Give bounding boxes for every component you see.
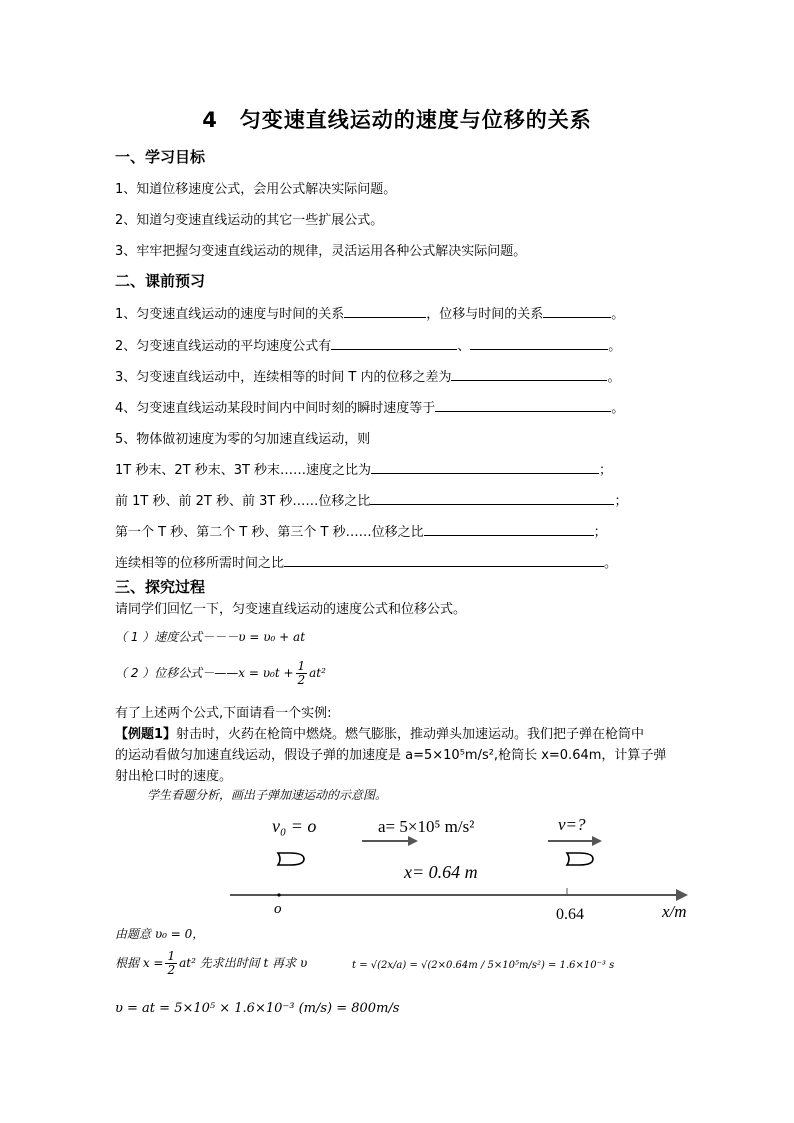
preview-q5: 5、物体做初速度为零的匀加速直线运动，则 [115,432,371,447]
q2-text-a: 2、匀变速直线运动的平均速度公式有 [115,339,332,354]
final-velocity-label: v=? [558,815,586,834]
q2-text-b: 、 [457,339,471,354]
solution-line-2a: 根据 x = [115,956,164,970]
example-intro: 有了上述两个公式,下面请看一个实例: [115,706,332,721]
section-heading-preview: 二、课前预习 [115,272,206,290]
origin-label: o [274,901,282,917]
q5c-text: 第一个 T 秒、第二个 T 秒、第三个 T 秒……位移之比 [115,525,424,540]
preview-q2 [115,335,621,354]
q5c-end: ； [593,525,607,540]
fraction: $\frac{1}{2}$ [297,659,306,687]
answer-blank[interactable] [424,523,594,536]
tick-label: 0.64 [556,906,584,923]
explore-intro: 请同学们回忆一下，匀变速直线运动的速度公式和位移公式。 [115,602,467,617]
q4-text-a: 4、匀变速直线运动某段时间内中间时刻的瞬时速度等于 [115,401,436,416]
goal-item: 1、知道位移速度公式，会用公式解决实际问题。 [115,182,397,197]
example-text: 射击时，火药在枪筒中燃烧。燃气膨胀，推动弹头加速运动。我们把子弹在枪筒中 [176,727,645,742]
answer-blank[interactable] [543,305,611,318]
example-tag: 【例题1】 [115,727,177,742]
time-calculation: t = √(2x/a) = √(2×0.64m / 5×10⁵m/s²) = 1.6×10⁻³ s [352,960,615,971]
initial-velocity-label: v₀ = o [272,816,317,836]
formula-displacement-rhs: at² [309,666,326,680]
answer-blank[interactable] [435,399,611,412]
solution-line-2 [115,950,307,977]
answer-blank[interactable] [344,305,426,318]
formula-displacement-lhs: x = υ₀t + [238,666,294,680]
q4-text-b: 。 [611,401,625,416]
q5d-end: 。 [604,556,618,571]
q1-text-c: 。 [611,307,625,322]
q5b-end: ； [614,494,628,509]
q5b-text: 前 1T 秒、前 2T 秒、前 3T 秒……位移之比 [115,494,371,509]
position-axis [230,888,688,901]
acceleration-arrow [362,836,418,846]
q2-text-c: 。 [608,339,622,354]
preview-q5b [115,490,627,509]
q5a-end: ； [599,463,613,478]
goal-item: 3、牢牢把握匀变速直线运动的规律，灵活运用各种公式解决实际问题。 [115,244,527,259]
answer-blank[interactable] [370,492,614,505]
preview-q3 [115,366,621,385]
solution-line-1: 由题意 υ₀ = 0， [115,927,205,941]
preview-q1 [115,303,624,322]
velocity-arrow [548,836,602,846]
q3-text-a: 3、匀变速直线运动中，连续相等的时间 T 内的位移之差为 [115,370,452,385]
formula-displacement-label: （ 2 ）位移公式－—— [115,666,239,680]
preview-q5d [115,552,617,571]
axis-label: x/m [662,902,687,921]
displacement-label: x= 0.64 m [404,862,478,882]
solution-line-3: υ = at = 5×10⁵ × 1.6×10⁻³ (m/s) = 800m/s [115,1001,400,1016]
q1-text-b: ，位移与时间的关系 [426,307,544,322]
goal-item: 2、知道匀变速直线运动的其它一些扩展公式。 [115,213,384,228]
student-note: 学生看题分析，画出子弹加速运动的示意图。 [147,788,388,802]
example-line-3: 射出枪口时的速度。 [115,769,233,784]
bullet-end-icon [567,853,593,865]
bullet-motion-diagram [220,808,700,924]
example-line-2: 的运动看做匀加速直线运动，假设子弹的加速度是 a=5×10⁵m/s²,枪筒长 x=0.64m，计算子弹 [115,748,667,763]
answer-blank[interactable] [451,368,607,381]
answer-blank[interactable] [470,337,608,350]
preview-q4 [115,397,624,416]
section-heading-goals: 一、学习目标 [115,148,206,166]
bullet-start-icon [278,853,304,865]
example-line-1 [115,723,644,742]
page-title: 4 匀变速直线运动的速度与位移的关系 [202,108,592,132]
acceleration-label: a= 5×10⁵ m/s² [378,817,475,836]
q3-text-b: 。 [607,370,621,385]
formula-velocity-expr: υ = υ₀ + at [238,630,306,644]
q5a-text: 1T 秒末、2T 秒末、3T 秒末……速度之比为 [115,463,372,478]
section-heading-explore: 三、探究过程 [115,578,206,596]
formula-velocity [115,628,305,645]
answer-blank[interactable] [371,461,599,474]
preview-q5a [115,459,612,478]
solution-line-2b: at² 先求出时间 t 再求 υ [179,956,308,970]
formula-displacement [115,660,326,687]
q1-text-a: 1、匀变速直线运动的速度与时间的关系 [115,307,345,322]
formula-velocity-label: （ 1 ）速度公式－－－ [115,630,239,644]
answer-blank[interactable] [331,337,457,350]
preview-q5c [115,521,607,540]
q5d-text: 连续相等的位移所需时间之比 [115,556,285,571]
answer-blank[interactable] [284,554,604,567]
fraction: $\frac{1}{2}$ [167,949,176,977]
